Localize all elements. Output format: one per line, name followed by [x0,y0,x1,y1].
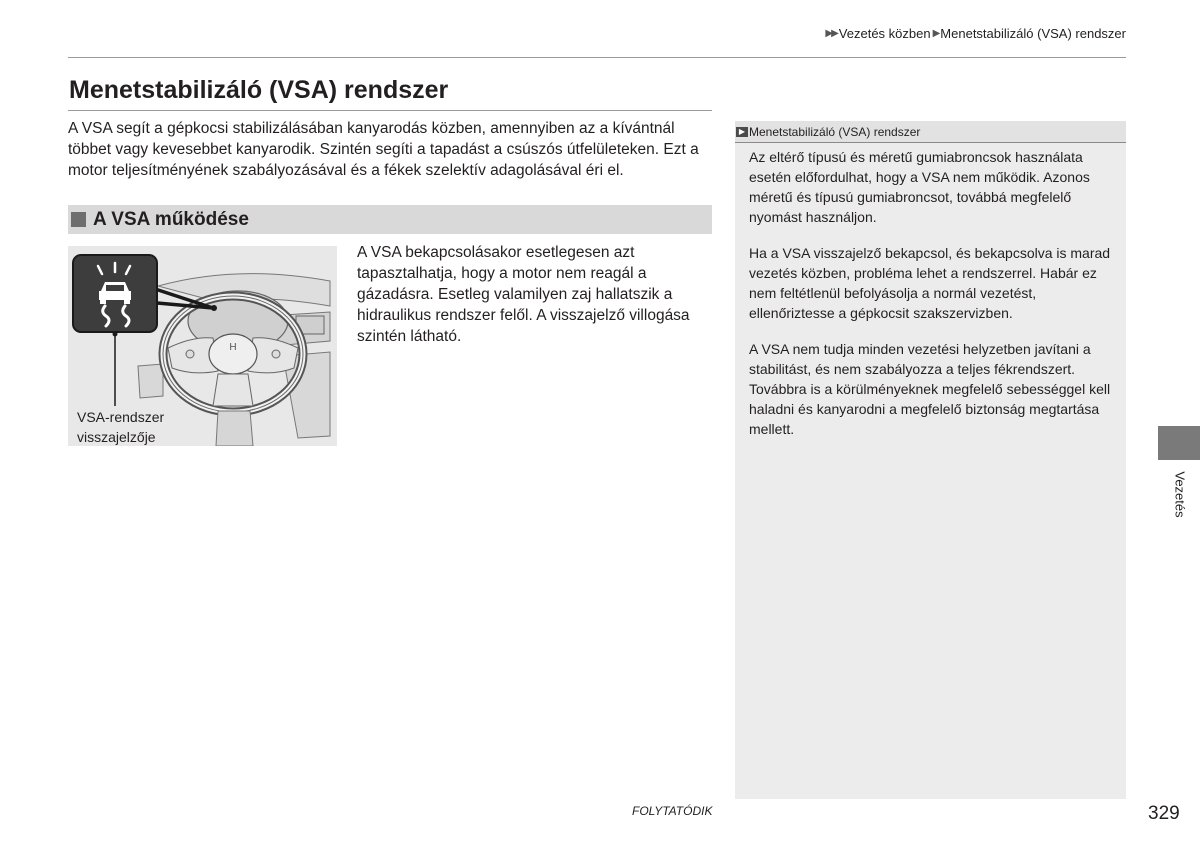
continued-label: FOLYTATÓDIK [632,804,713,818]
sidebar-paragraph: A VSA nem tudja minden vezetési helyzetben javítani a stabilitást, és nem szabályozza a teljes fékrendszert. Továbbra is a körülményeknek megfelelő sebességgel kell haladni és kanyarodni a megfelelő biztonság megtartása mellett. [749,341,1111,437]
title-divider [68,110,712,111]
svg-text:H: H [229,342,237,353]
sidebar-paragraph: Ha a VSA visszajelző bekapcsol, és bekapcsolva is marad vezetés közben, probléma lehet a rendszerrel. Habár ez nem feltétlenül befolyásolja a normál vezetést, ellenőriztesse a gépkocsit szakszervizben. [749,245,1111,321]
sidebar-header [735,121,1126,143]
breadcrumb [825,26,1126,41]
sidebar-note [735,121,1126,799]
section-header [68,205,712,234]
chapter-tab[interactable] [1158,426,1200,460]
section-title: A VSA működése [93,208,249,230]
page-title: Menetstabilizáló (VSA) rendszer [69,76,449,104]
section-square-icon [71,212,86,227]
header-divider [68,57,1126,58]
chapter-tab-label: Vezetés [1172,471,1188,518]
vsa-indicator-label: VSA-rendszer visszajelzője [77,409,165,445]
sidebar-paragraph: Az eltérő típusú és méretű gumiabroncsok használata esetén előfordulhat, hogy a VSA nem működik. Azonos méretű és típusú gumiabroncsot, továbbá megfelelő nyomást használjon. [749,149,1090,225]
dashboard-illustration [68,246,337,446]
breadcrumb-item[interactable]: Menetstabilizáló (VSA) rendszer [940,26,1126,41]
intro-paragraph: A VSA segít a gépkocsi stabilizálásában kanyarodás közben, amennyiben az a kívántnál többet vagy kevesebbet kanyarodik. Szintén segíti a tapadást a csúszós útfelületeken. Ezt a motor teljesítményének szabályozásával és a fékek szelektív adagolásával éri el. [68,120,699,179]
arrow-icon: ▶ [932,28,939,39]
sidebar-title: Menetstabilizáló (VSA) rendszer [749,124,921,139]
double-arrow-icon: ▶▶ [825,28,837,39]
breadcrumb-item[interactable]: Vezetés közben [838,26,931,41]
reference-arrow-icon: ▶ [736,127,748,137]
page-number: 329 [1148,803,1180,824]
vsa-operation-paragraph: A VSA bekapcsolásakor esetlegesen azt tapasztalhatja, hogy a motor nem reagál a gázadásra. Esetleg valamilyen zaj hallatszik a hidraulikus rendszer felől. A visszajelző villogása szintén látható. [357,244,690,345]
